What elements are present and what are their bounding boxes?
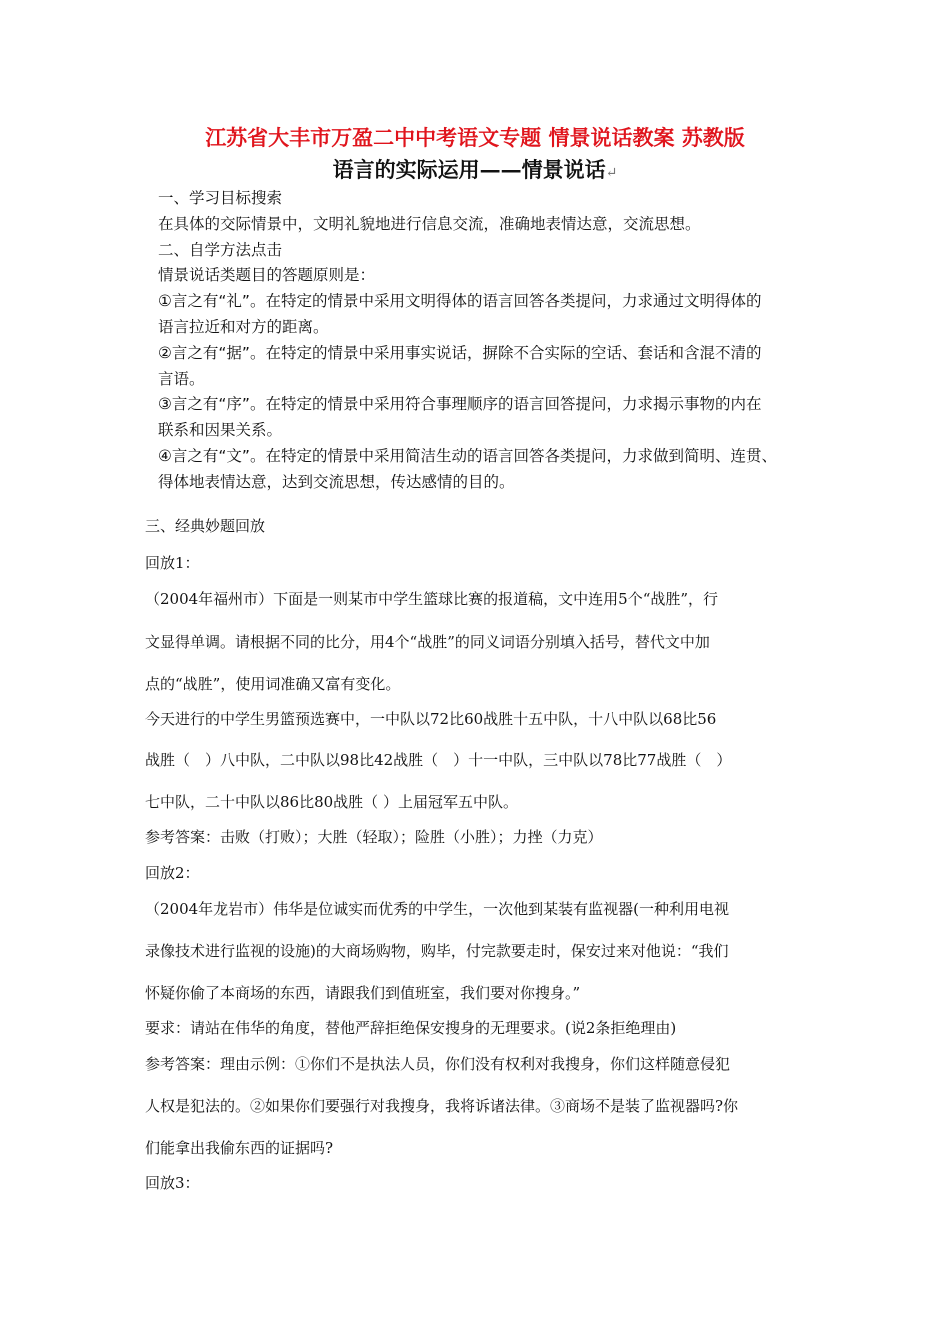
scan-line: ①言之有“礼”。在特定的情景中采用文明得体的语言回答各类提问，力求通过文明得体的 — [158, 292, 762, 311]
body-line: 录像技术进行监视的设施)的大商场购物，购毕，付完款要走时，保安过来对他说：“我们 — [145, 942, 729, 960]
scan-line: 一、学习目标搜索 — [158, 189, 283, 207]
scan-line: ④言之有“文”。在特定的情景中采用简洁生动的语言回答各类提问，力求做到简明、连贯、 — [158, 446, 777, 465]
scan-line: ③言之有“序”。在特定的情景中采用符合事理顺序的语言回答提问，力求揭示事物的内在 — [158, 395, 762, 414]
scan-line: 联系和因果关系。 — [158, 421, 283, 440]
body-line: 参考答案：理由示例：①你们不是执法人员，你们没有权利对我搜身，你们这样随意侵犯 — [145, 1055, 731, 1073]
body-line: 今天进行的中学生男篮预选赛中，一中队以72比60战胜十五中队，十八中队以68比56 — [145, 710, 717, 728]
body-line: 七中队，二十中队以86比80战胜（ ）上届冠军五中队。 — [145, 793, 518, 811]
body-line: 战胜（ ）八中队，二中队以98比42战胜（ ）十一中队，三中队以78比77战胜（ ） — [145, 751, 732, 769]
body-line: 参考答案：击败（打败）；大胜（轻取）；险胜（小胜）；力挫（力克） — [145, 828, 603, 846]
body-line: （2004年福州市）下面是一则某市中学生篮球比赛的报道稿，文中连用5个“战胜”，行 — [145, 590, 719, 608]
body-line: 怀疑你偷了本商场的东西，请跟我们到值班室，我们要对你搜身。” — [145, 984, 581, 1002]
body-line: 人权是犯法的。②如果你们要强行对我搜身，我将诉诸法律。③商场不是装了监视器吗?你 — [145, 1097, 739, 1115]
scan-line: 在具体的交际情景中，文明礼貌地进行信息交流，准确地表情达意，交流思想。 — [158, 214, 701, 233]
scan-line: 情景说话类题目的答题原则是： — [158, 266, 376, 285]
scan-line: ②言之有“据”。在特定的情景中采用事实说话，摒除不合实际的空话、套话和含混不清的 — [158, 343, 762, 362]
scan-line: 语言拉近和对方的距离。 — [158, 317, 329, 336]
body-line: 文显得单调。请根据不同的比分，用4个“战胜”的同义词语分别填入括号，替代文中加 — [145, 633, 710, 651]
scanned-section — [158, 186, 828, 496]
body-line: 点的“战胜”，使用词准确又富有变化。 — [145, 675, 401, 693]
body-line: 要求：请站在伟华的角度，替他严辞拒绝保安搜身的无理要求。(说2条拒绝理由) — [145, 1019, 677, 1037]
scan-line: 二、自学方法点击 — [158, 240, 283, 259]
body-line: 回放3： — [145, 1174, 200, 1192]
scan-line: 得体地表情达意，达到交流思想，传达感情的目的。 — [158, 472, 515, 491]
body-line: 们能拿出我偷东西的证据吗? — [145, 1139, 334, 1157]
body-line: （2004年龙岩市）伟华是位诚实而优秀的中学生，一次他到某装有监视器(一种利用电视 — [145, 900, 730, 918]
document-subtitle — [0, 154, 950, 184]
body-line: 回放1： — [145, 554, 200, 572]
return-mark: ↵ — [605, 165, 618, 181]
subtitle-text: 语言的实际运用——情景说话 — [332, 157, 606, 182]
document-title: 江苏省大丰市万盈二中中考语文专题 情景说话教案 苏教版 — [205, 126, 745, 150]
body-line: 回放2： — [145, 864, 200, 882]
scan-line: 言语。 — [158, 369, 205, 388]
body-line: 三、经典妙题回放 — [145, 517, 266, 535]
